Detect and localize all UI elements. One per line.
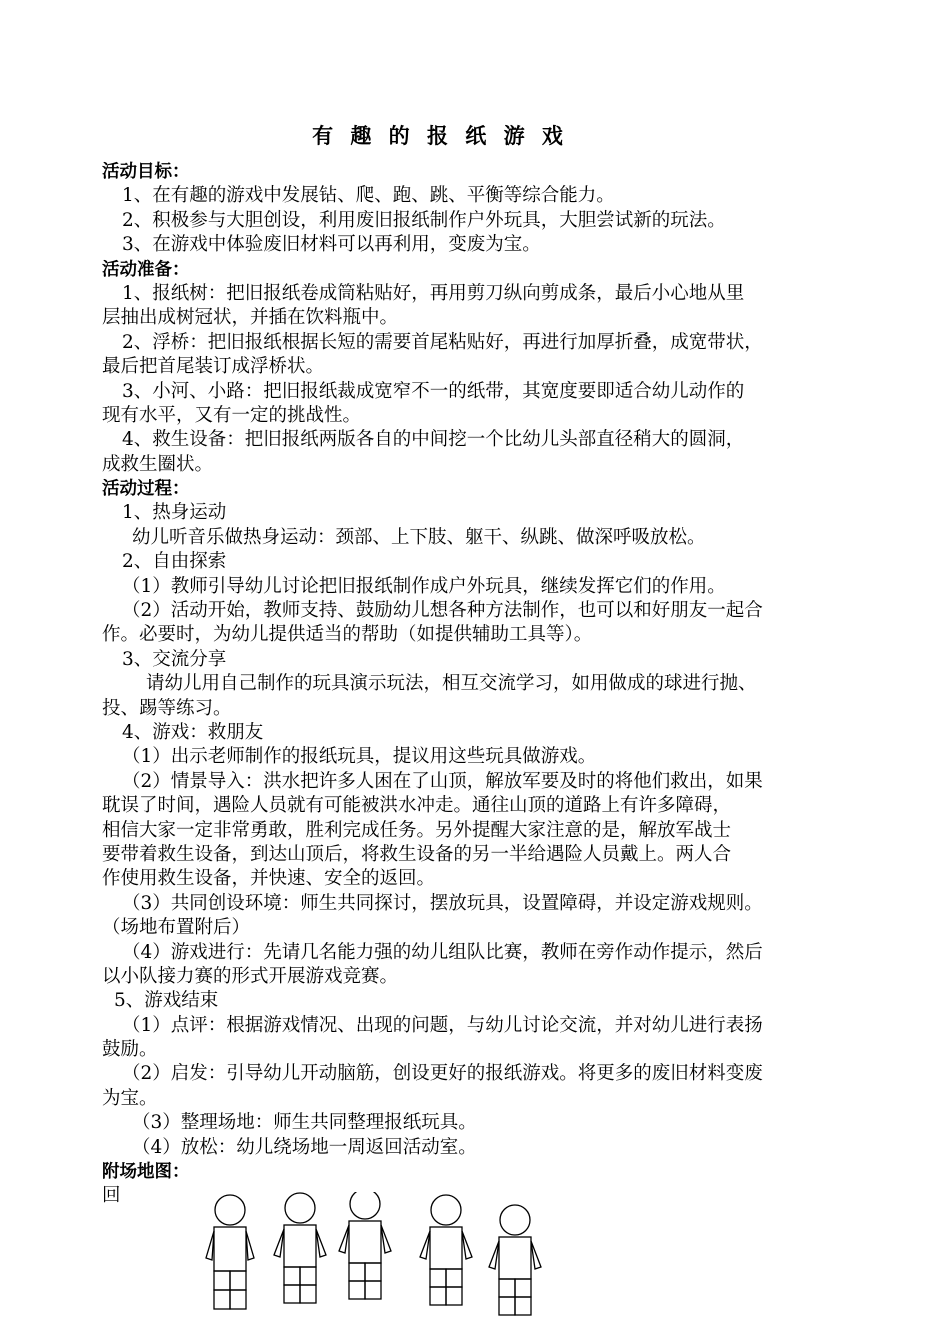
prep-line: 3、小河、小路：把旧报纸裁成宽窄不一的纸带，其宽度要即适合幼儿动作的 [122,380,745,402]
goal-item: 2、积极参与大胆创设，利用废旧报纸制作户外玩具，大胆尝试新的玩法。 [122,209,726,231]
process-line: （2）启发：引导幼儿开动脑筋，创设更好的报纸游戏。将更多的废旧材料变废 [122,1063,763,1085]
child-figure [206,1195,254,1309]
goal-item: 1、在有趣的游戏中发展钻、爬、跑、跳、平衡等综合能力。 [122,185,615,207]
prep-heading: 活动准备： [102,259,190,280]
process-line: （2）活动开始，教师支持、鼓励幼儿想各种方法制作，也可以和好朋友一起合 [122,600,763,622]
process-line: 耽误了时间，遇险人员就有可能被洪水冲走。通往山顶的道路上有许多障碍， [102,795,732,817]
prep-line: 1、报纸树：把旧报纸卷成筒粘贴好，再用剪刀纵向剪成条，最后小心地从里 [122,282,745,304]
map-note: 回 [102,1185,121,1207]
document-body [102,160,864,1209]
process-line: （3）整理场地：师生共同整理报纸玩具。 [132,1112,477,1134]
process-heading: 活动过程： [102,479,190,500]
process-line: 4、游戏：救朋友 [122,721,264,743]
prep-line: 2、浮桥：把旧报纸根据长短的需要首尾粘贴好，再进行加厚折叠，成宽带状， [122,331,763,353]
map-heading: 附场地图： [102,1162,190,1183]
child-figure [420,1195,472,1305]
process-line: 5、游戏结束 [114,990,219,1012]
child-figure [489,1205,541,1315]
process-line: 相信大家一定非常勇敢，胜利完成任务。另外提醒大家注意的是，解放军战士 [102,819,732,841]
prep-line: 现有水平，又有一定的挑战性。 [102,404,362,426]
process-line: （2）情景导入：洪水把许多人困在了山顶，解放军要及时的将他们救出，如果 [122,770,763,792]
prep-line: 层抽出成树冠状，并插在饮料瓶中。 [102,307,399,329]
prep-line: 最后把首尾装订成浮桥状。 [102,356,325,378]
process-line: （1）出示老师制作的报纸玩具，提议用这些玩具做游戏。 [122,746,597,768]
goal-item: 3、在游戏中体验废旧材料可以再利用，变废为宝。 [122,234,541,256]
document-title: 有 趣 的 报 纸 游 戏 [312,124,568,148]
process-line: 3、交流分享 [122,648,227,670]
process-line: 2、自由探索 [122,551,227,573]
process-line: 要带着救生设备，到达山顶后，将救生设备的另一半给遇险人员戴上。两人合 [102,843,732,865]
process-line: （3）共同创设环境：师生共同探讨，摆放玩具，设置障碍，并设定游戏规则。 [122,892,763,914]
process-line: 鼓励。 [102,1039,158,1061]
site-map-figures [195,1192,575,1344]
process-line: 请幼儿用自己制作的玩具演示玩法，相互交流学习，如用做成的球进行抛、 [146,673,757,695]
child-figure [274,1193,326,1303]
process-line: 1、热身运动 [122,502,227,524]
process-line: 作使用救生设备，并快速、安全的返回。 [102,868,436,890]
process-line: 作。必要时，为幼儿提供适当的帮助（如提供辅助工具等）。 [102,624,593,646]
process-line: （4）放松：幼儿绕场地一周返回活动室。 [132,1136,477,1158]
process-line: （1）点评：根据游戏情况、出现的问题，与幼儿讨论交流，并对幼儿进行表扬 [122,1014,763,1036]
process-line: （1）教师引导幼儿讨论把旧报纸制作成户外玩具，继续发挥它们的作用。 [122,575,726,597]
process-line: 以小队接力赛的形式开展游戏竞赛。 [102,965,399,987]
process-line: （4）游戏进行：先请几名能力强的幼儿组队比赛，教师在旁作动作提示，然后 [122,941,763,963]
process-line: 幼儿听音乐做热身运动：颈部、上下肢、躯干、纵跳、做深呼吸放松。 [132,526,706,548]
prep-line: 成救生圈状。 [102,453,214,475]
process-line: 投、踢等练习。 [102,697,232,719]
goals-heading: 活动目标： [102,162,190,182]
child-figure [339,1192,391,1299]
process-line: 为宝。 [102,1087,158,1109]
prep-line: 4、救生设备：把旧报纸两版各自的中间挖一个比幼儿头部直径稍大的圆洞， [122,429,745,451]
process-line: （场地布置附后） [102,917,251,939]
